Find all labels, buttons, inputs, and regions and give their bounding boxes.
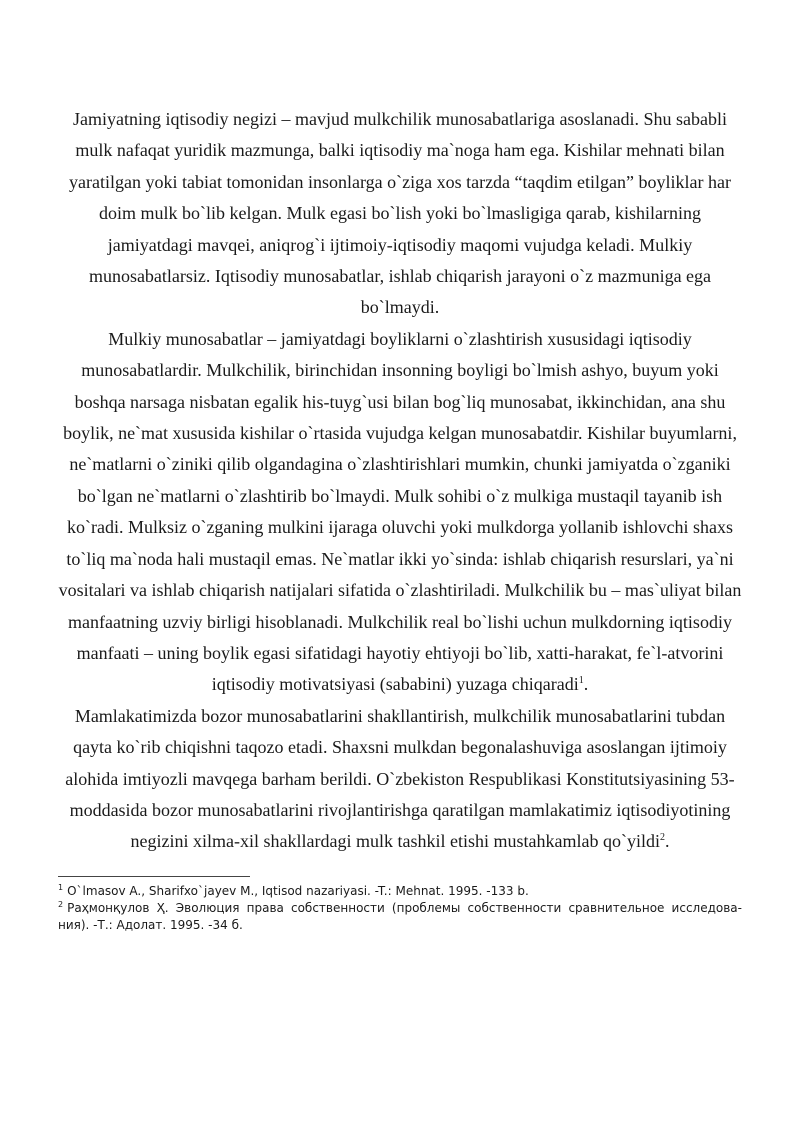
footnote-2-text: Раҳмонқулов Ҳ. Эволюция права собственности (проблемы собственности сравнительное исследова-ния). -Т.: Адолат. 1995. -34 б.: [58, 900, 742, 932]
paragraph-2-text: Mulkiy munosabatlar – jamiyatdagi boyliklarni o`zlashtirish xususidagi iqtisodiy munosabatlardir. Mulkchilik, birinchidan insonning boyligi bo`lmish ashyo, buyum yoki boshqa narsaga nisbatan egalik his-tuyg`usi bilan bog`liq munosabat, ikkinchidan, ana shu boylik, ne`mat xususida kishilar o`rtasida vujudga kelgan munosabatdir. Kishilar buyumlarni, ne`matlarni o`ziniki qilib olgandagina o`zlashtirishlari mumkin, chunki jamiyatda o`zganiki bo`lgan ne`matlarni o`zlashtirib bo`lmaydi. Mulk sohibi o`z mulkiga mustaqil tayanib ish ko`radi. Mulksiz o`zganing mulkini ijaraga oluvchi yoki mulkdorga yollanib ishlovchi shaxs to`liq ma`noda hali mustaqil emas. Ne`matlar ikki yo`sinda: ishlab chiqarish resurslari, ya`ni vositalari va ishlab chiqarish natijalari sifatida o`zlashtiriladi. Mulkchilik bu – mas`uliyat bilan manfaatning uzviy birligi hisoblanadi. Mulkchilik real bo`lishi uchun mulkdorning iqtisodiy manfaati – uning boylik egasi sifatidagi hayotiy ehtiyoji bo`lib, xatti-harakat, fe`l-atvorini iqtisodiy motivatsiyasi (sababini) yuzaga chiqaradi: [58, 328, 742, 695]
footnote-2: [58, 900, 742, 934]
footnote-separator: [58, 876, 250, 877]
footnote-1-mark: 1: [58, 882, 64, 892]
footnote-2-mark: 2: [58, 899, 64, 909]
paragraph-3-period: .: [664, 831, 670, 852]
paragraph-1: [58, 104, 742, 324]
footnote-ref-2[interactable]: 2: [659, 832, 665, 844]
footnote-1-text: O`lmasov A., Sharifxo`jayev M., Iqtisod nazariyasi. -T.: Mehnat. 1995. -133 b.: [67, 883, 529, 898]
paragraph-1-text: Jamiyatning iqtisodiy negizi – mavjud mulkchilik munosabatlariga asoslanadi. Shu sababli mulk nafaqat yuridik mazmunga, balki iqtisodiy ma`noga ham ega. Kishilar mehnati bilan yaratilgan yoki tabiat tomonidan insonlarga o`ziga xos tarzda “taqdim etilgan” boyliklar har doim mulk bo`lib kelgan. Mulk egasi bo`lish yoki bo`lmasligiga qarab, kishilarning jamiyatdagi mavqei, aniqrog`i ijtimoiy-iqtisodiy maqomi vujudga keladi. Mulkiy munosabatlarsiz. Iqtisodiy munosabatlar, ishlab chiqarish jarayoni o`z mazmuniga ega bo`lmaydi.: [69, 109, 731, 318]
footnote-ref-1[interactable]: 1: [578, 675, 584, 687]
footnote-1: [58, 883, 742, 900]
paragraph-3-text: Mamlakatimizda bozor munosabatlarini shakllantirish, mulkchilik munosabatlarini tubdan qayta ko`rib chiqishni taqozo etadi. Shaxsni mulkdan begonalashuviga asoslangan ijtimoiy alohida imtiyozli mavqega barham berildi. O`zbekiston Respublikasi Konstitutsiyasining 53-moddasida bozor munosabatlarini rivojlantirishga qaratilgan mamlakatimiz iqtisodiyotining negizini xilma-xil shakllardagi mulk tashkil etishi mustahkamlab qo`yildi: [65, 705, 735, 852]
paragraph-3: [58, 701, 742, 858]
paragraph-2-period: .: [583, 674, 589, 695]
paragraph-2: [58, 324, 742, 701]
